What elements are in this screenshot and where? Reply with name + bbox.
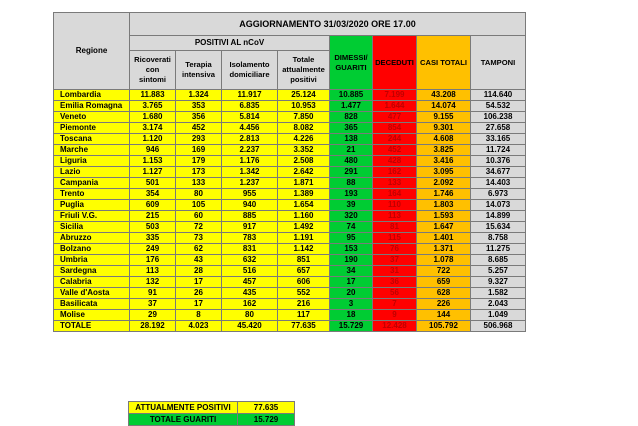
cell-deceduti: 81 bbox=[373, 222, 417, 233]
header-positivi: POSITIVI AL nCoV bbox=[130, 36, 330, 51]
cell-tamponi: 33.165 bbox=[471, 134, 526, 145]
cell-casi-totali: 43.208 bbox=[417, 90, 471, 101]
cell-isolamento: 162 bbox=[222, 299, 278, 310]
cell-tamponi: 11.724 bbox=[471, 145, 526, 156]
cell-dimessi: 74 bbox=[330, 222, 373, 233]
cell-terapia: 60 bbox=[176, 211, 222, 222]
cell-ricoverati: 113 bbox=[130, 266, 176, 277]
table-row bbox=[54, 123, 526, 134]
cell-terapia: 17 bbox=[176, 299, 222, 310]
cell-terapia: 1.324 bbox=[176, 90, 222, 101]
cell-tamponi: 14.899 bbox=[471, 211, 526, 222]
cell-tamponi: 14.073 bbox=[471, 200, 526, 211]
cell-dimessi: 320 bbox=[330, 211, 373, 222]
cell-region-name: Liguria bbox=[54, 156, 130, 167]
cell-isolamento: 955 bbox=[222, 189, 278, 200]
cell-dimessi: 95 bbox=[330, 233, 373, 244]
cell-region-name: Marche bbox=[54, 145, 130, 156]
totals-positivi: 77.635 bbox=[278, 321, 330, 332]
table-row bbox=[54, 145, 526, 156]
cell-ricoverati: 1.680 bbox=[130, 112, 176, 123]
cell-region-name: Calabria bbox=[54, 277, 130, 288]
cell-deceduti: 452 bbox=[373, 145, 417, 156]
totals-label: TOTALE bbox=[54, 321, 130, 332]
cell-region-name: Umbria bbox=[54, 255, 130, 266]
cell-ricoverati: 176 bbox=[130, 255, 176, 266]
cell-deceduti: 110 bbox=[373, 200, 417, 211]
cell-ricoverati: 354 bbox=[130, 189, 176, 200]
cell-totale-positivi: 1.492 bbox=[278, 222, 330, 233]
cell-casi-totali: 3.416 bbox=[417, 156, 471, 167]
cell-deceduti: 428 bbox=[373, 156, 417, 167]
cell-region-name: Friuli V.G. bbox=[54, 211, 130, 222]
cell-deceduti: 477 bbox=[373, 112, 417, 123]
cell-region-name: Basilicata bbox=[54, 299, 130, 310]
totals-tamponi: 506.968 bbox=[471, 321, 526, 332]
cell-ricoverati: 335 bbox=[130, 233, 176, 244]
cell-ricoverati: 215 bbox=[130, 211, 176, 222]
cell-totale-positivi: 1.871 bbox=[278, 178, 330, 189]
cell-tamponi: 5.257 bbox=[471, 266, 526, 277]
table-row bbox=[54, 178, 526, 189]
totals-isolamento: 45.420 bbox=[222, 321, 278, 332]
summary-guariti-value: 15.729 bbox=[238, 414, 295, 426]
cell-dimessi: 480 bbox=[330, 156, 373, 167]
cell-casi-totali: 226 bbox=[417, 299, 471, 310]
cell-deceduti: 7.199 bbox=[373, 90, 417, 101]
cell-terapia: 72 bbox=[176, 222, 222, 233]
cell-deceduti: 56 bbox=[373, 288, 417, 299]
cell-ricoverati: 503 bbox=[130, 222, 176, 233]
cell-tamponi: 114.640 bbox=[471, 90, 526, 101]
cell-tamponi: 14.403 bbox=[471, 178, 526, 189]
cell-deceduti: 133 bbox=[373, 178, 417, 189]
cell-totale-positivi: 851 bbox=[278, 255, 330, 266]
cell-ricoverati: 3.765 bbox=[130, 101, 176, 112]
cell-terapia: 169 bbox=[176, 145, 222, 156]
cell-ricoverati: 11.883 bbox=[130, 90, 176, 101]
cell-totale-positivi: 1.191 bbox=[278, 233, 330, 244]
cell-isolamento: 917 bbox=[222, 222, 278, 233]
cell-casi-totali: 628 bbox=[417, 288, 471, 299]
cell-totale-positivi: 2.642 bbox=[278, 167, 330, 178]
cell-totale-positivi: 117 bbox=[278, 310, 330, 321]
cell-isolamento: 1.342 bbox=[222, 167, 278, 178]
cell-terapia: 17 bbox=[176, 277, 222, 288]
cell-deceduti: 36 bbox=[373, 277, 417, 288]
cell-dimessi: 18 bbox=[330, 310, 373, 321]
cell-isolamento: 940 bbox=[222, 200, 278, 211]
table-row bbox=[54, 244, 526, 255]
cell-dimessi: 291 bbox=[330, 167, 373, 178]
cell-isolamento: 1.237 bbox=[222, 178, 278, 189]
cell-dimessi: 138 bbox=[330, 134, 373, 145]
cell-ricoverati: 609 bbox=[130, 200, 176, 211]
cell-isolamento: 783 bbox=[222, 233, 278, 244]
cell-dimessi: 39 bbox=[330, 200, 373, 211]
cell-tamponi: 27.658 bbox=[471, 123, 526, 134]
cell-terapia: 173 bbox=[176, 167, 222, 178]
summary-table bbox=[128, 401, 295, 426]
totals-dimessi: 15.729 bbox=[330, 321, 373, 332]
cell-terapia: 353 bbox=[176, 101, 222, 112]
cell-totale-positivi: 4.226 bbox=[278, 134, 330, 145]
cell-deceduti: 1.644 bbox=[373, 101, 417, 112]
cell-isolamento: 632 bbox=[222, 255, 278, 266]
cell-isolamento: 516 bbox=[222, 266, 278, 277]
cell-tamponi: 34.677 bbox=[471, 167, 526, 178]
cell-isolamento: 435 bbox=[222, 288, 278, 299]
cell-region-name: Toscana bbox=[54, 134, 130, 145]
cell-totale-positivi: 606 bbox=[278, 277, 330, 288]
cell-dimessi: 3 bbox=[330, 299, 373, 310]
cell-isolamento: 831 bbox=[222, 244, 278, 255]
cell-totale-positivi: 1.160 bbox=[278, 211, 330, 222]
cell-ricoverati: 1.120 bbox=[130, 134, 176, 145]
cell-terapia: 452 bbox=[176, 123, 222, 134]
cell-casi-totali: 4.608 bbox=[417, 134, 471, 145]
table-row bbox=[54, 299, 526, 310]
cell-isolamento: 4.456 bbox=[222, 123, 278, 134]
table-row bbox=[54, 255, 526, 266]
cell-terapia: 8 bbox=[176, 310, 222, 321]
cell-region-name: Bolzano bbox=[54, 244, 130, 255]
cell-isolamento: 457 bbox=[222, 277, 278, 288]
cell-deceduti: 76 bbox=[373, 244, 417, 255]
cell-totale-positivi: 657 bbox=[278, 266, 330, 277]
summary-guariti-label: TOTALE GUARITI bbox=[129, 414, 238, 426]
cell-region-name: Abruzzo bbox=[54, 233, 130, 244]
cell-isolamento: 11.917 bbox=[222, 90, 278, 101]
cell-tamponi: 106.238 bbox=[471, 112, 526, 123]
cell-totale-positivi: 552 bbox=[278, 288, 330, 299]
cell-isolamento: 1.176 bbox=[222, 156, 278, 167]
summary-positivi-value: 77.635 bbox=[238, 402, 295, 414]
cell-ricoverati: 1.153 bbox=[130, 156, 176, 167]
cell-ricoverati: 29 bbox=[130, 310, 176, 321]
header-dimessi: DIMESSI/ GUARITI bbox=[330, 36, 373, 90]
update-title: AGGIORNAMENTO 31/03/2020 ORE 17.00 bbox=[130, 13, 526, 36]
cell-dimessi: 88 bbox=[330, 178, 373, 189]
header-totale-positivi: Totale attualmente positivi bbox=[278, 51, 330, 90]
cell-dimessi: 20 bbox=[330, 288, 373, 299]
totals-terapia: 4.023 bbox=[176, 321, 222, 332]
cell-totale-positivi: 25.124 bbox=[278, 90, 330, 101]
cell-ricoverati: 249 bbox=[130, 244, 176, 255]
header-tamponi: TAMPONI bbox=[471, 36, 526, 90]
cell-casi-totali: 1.803 bbox=[417, 200, 471, 211]
header-terapia: Terapia intensiva bbox=[176, 51, 222, 90]
table-row bbox=[54, 266, 526, 277]
cell-totale-positivi: 2.508 bbox=[278, 156, 330, 167]
cell-ricoverati: 132 bbox=[130, 277, 176, 288]
cell-totale-positivi: 7.850 bbox=[278, 112, 330, 123]
cell-totale-positivi: 3.352 bbox=[278, 145, 330, 156]
cell-ricoverati: 91 bbox=[130, 288, 176, 299]
table-row bbox=[54, 211, 526, 222]
totals-ricoverati: 28.192 bbox=[130, 321, 176, 332]
table-row bbox=[54, 200, 526, 211]
table-row bbox=[54, 90, 526, 101]
cell-ricoverati: 946 bbox=[130, 145, 176, 156]
cell-isolamento: 2.813 bbox=[222, 134, 278, 145]
cell-deceduti: 164 bbox=[373, 189, 417, 200]
covid-data-table bbox=[53, 12, 526, 332]
cell-ricoverati: 1.127 bbox=[130, 167, 176, 178]
cell-totale-positivi: 10.953 bbox=[278, 101, 330, 112]
cell-terapia: 26 bbox=[176, 288, 222, 299]
cell-deceduti: 162 bbox=[373, 167, 417, 178]
cell-terapia: 356 bbox=[176, 112, 222, 123]
cell-casi-totali: 722 bbox=[417, 266, 471, 277]
cell-casi-totali: 3.825 bbox=[417, 145, 471, 156]
table-row bbox=[54, 233, 526, 244]
cell-region-name: Trento bbox=[54, 189, 130, 200]
table-row bbox=[54, 310, 526, 321]
summary-positivi-label: ATTUALMENTE POSITIVI bbox=[129, 402, 238, 414]
cell-region-name: Piemonte bbox=[54, 123, 130, 134]
cell-isolamento: 5.814 bbox=[222, 112, 278, 123]
cell-terapia: 62 bbox=[176, 244, 222, 255]
cell-casi-totali: 2.092 bbox=[417, 178, 471, 189]
cell-terapia: 73 bbox=[176, 233, 222, 244]
cell-tamponi: 9.327 bbox=[471, 277, 526, 288]
header-ricoverati: Ricoverati con sintomi bbox=[130, 51, 176, 90]
cell-isolamento: 80 bbox=[222, 310, 278, 321]
cell-terapia: 43 bbox=[176, 255, 222, 266]
cell-deceduti: 9 bbox=[373, 310, 417, 321]
cell-region-name: Sicilia bbox=[54, 222, 130, 233]
cell-casi-totali: 1.746 bbox=[417, 189, 471, 200]
cell-region-name: Puglia bbox=[54, 200, 130, 211]
cell-region-name: Sardegna bbox=[54, 266, 130, 277]
cell-region-name: Campania bbox=[54, 178, 130, 189]
cell-isolamento: 2.237 bbox=[222, 145, 278, 156]
cell-region-name: Veneto bbox=[54, 112, 130, 123]
cell-casi-totali: 9.155 bbox=[417, 112, 471, 123]
table-row bbox=[54, 288, 526, 299]
cell-totale-positivi: 8.082 bbox=[278, 123, 330, 134]
cell-isolamento: 6.835 bbox=[222, 101, 278, 112]
table-row bbox=[54, 156, 526, 167]
cell-deceduti: 115 bbox=[373, 233, 417, 244]
cell-casi-totali: 1.647 bbox=[417, 222, 471, 233]
header-isolamento: Isolamento domiciliare bbox=[222, 51, 278, 90]
cell-dimessi: 153 bbox=[330, 244, 373, 255]
cell-tamponi: 15.634 bbox=[471, 222, 526, 233]
cell-region-name: Valle d'Aosta bbox=[54, 288, 130, 299]
cell-tamponi: 1.582 bbox=[471, 288, 526, 299]
cell-ricoverati: 501 bbox=[130, 178, 176, 189]
cell-region-name: Emilia Romagna bbox=[54, 101, 130, 112]
cell-dimessi: 21 bbox=[330, 145, 373, 156]
header-deceduti: DECEDUTI bbox=[373, 36, 417, 90]
cell-tamponi: 8.685 bbox=[471, 255, 526, 266]
cell-dimessi: 34 bbox=[330, 266, 373, 277]
cell-dimessi: 10.885 bbox=[330, 90, 373, 101]
table-row bbox=[54, 277, 526, 288]
cell-dimessi: 365 bbox=[330, 123, 373, 134]
cell-casi-totali: 9.301 bbox=[417, 123, 471, 134]
totals-casi: 105.792 bbox=[417, 321, 471, 332]
cell-casi-totali: 1.401 bbox=[417, 233, 471, 244]
cell-tamponi: 10.376 bbox=[471, 156, 526, 167]
totals-deceduti: 12.428 bbox=[373, 321, 417, 332]
cell-casi-totali: 1.593 bbox=[417, 211, 471, 222]
cell-ricoverati: 37 bbox=[130, 299, 176, 310]
cell-region-name: Molise bbox=[54, 310, 130, 321]
cell-terapia: 293 bbox=[176, 134, 222, 145]
cell-terapia: 133 bbox=[176, 178, 222, 189]
table-row bbox=[54, 112, 526, 123]
cell-dimessi: 1.477 bbox=[330, 101, 373, 112]
table-row bbox=[54, 222, 526, 233]
table-row bbox=[54, 134, 526, 145]
cell-casi-totali: 14.074 bbox=[417, 101, 471, 112]
cell-dimessi: 17 bbox=[330, 277, 373, 288]
cell-tamponi: 2.043 bbox=[471, 299, 526, 310]
cell-casi-totali: 1.371 bbox=[417, 244, 471, 255]
cell-region-name: Lazio bbox=[54, 167, 130, 178]
cell-dimessi: 190 bbox=[330, 255, 373, 266]
totals-row bbox=[54, 321, 526, 332]
cell-isolamento: 885 bbox=[222, 211, 278, 222]
cell-tamponi: 8.758 bbox=[471, 233, 526, 244]
cell-terapia: 179 bbox=[176, 156, 222, 167]
cell-casi-totali: 659 bbox=[417, 277, 471, 288]
cell-tamponi: 1.049 bbox=[471, 310, 526, 321]
cell-deceduti: 244 bbox=[373, 134, 417, 145]
table-row bbox=[54, 101, 526, 112]
table-row bbox=[54, 189, 526, 200]
cell-totale-positivi: 1.389 bbox=[278, 189, 330, 200]
cell-dimessi: 193 bbox=[330, 189, 373, 200]
cell-deceduti: 31 bbox=[373, 266, 417, 277]
cell-totale-positivi: 1.654 bbox=[278, 200, 330, 211]
cell-terapia: 105 bbox=[176, 200, 222, 211]
cell-deceduti: 113 bbox=[373, 211, 417, 222]
header-casi-totali: CASI TOTALI bbox=[417, 36, 471, 90]
cell-deceduti: 854 bbox=[373, 123, 417, 134]
cell-casi-totali: 144 bbox=[417, 310, 471, 321]
cell-totale-positivi: 216 bbox=[278, 299, 330, 310]
cell-tamponi: 54.532 bbox=[471, 101, 526, 112]
cell-ricoverati: 3.174 bbox=[130, 123, 176, 134]
cell-tamponi: 6.973 bbox=[471, 189, 526, 200]
cell-deceduti: 7 bbox=[373, 299, 417, 310]
cell-deceduti: 37 bbox=[373, 255, 417, 266]
cell-terapia: 80 bbox=[176, 189, 222, 200]
cell-dimessi: 828 bbox=[330, 112, 373, 123]
table-row bbox=[54, 167, 526, 178]
cell-terapia: 28 bbox=[176, 266, 222, 277]
cell-casi-totali: 3.095 bbox=[417, 167, 471, 178]
cell-totale-positivi: 1.142 bbox=[278, 244, 330, 255]
cell-region-name: Lombardia bbox=[54, 90, 130, 101]
cell-casi-totali: 1.078 bbox=[417, 255, 471, 266]
header-regione: Regione bbox=[54, 13, 130, 90]
cell-tamponi: 11.275 bbox=[471, 244, 526, 255]
